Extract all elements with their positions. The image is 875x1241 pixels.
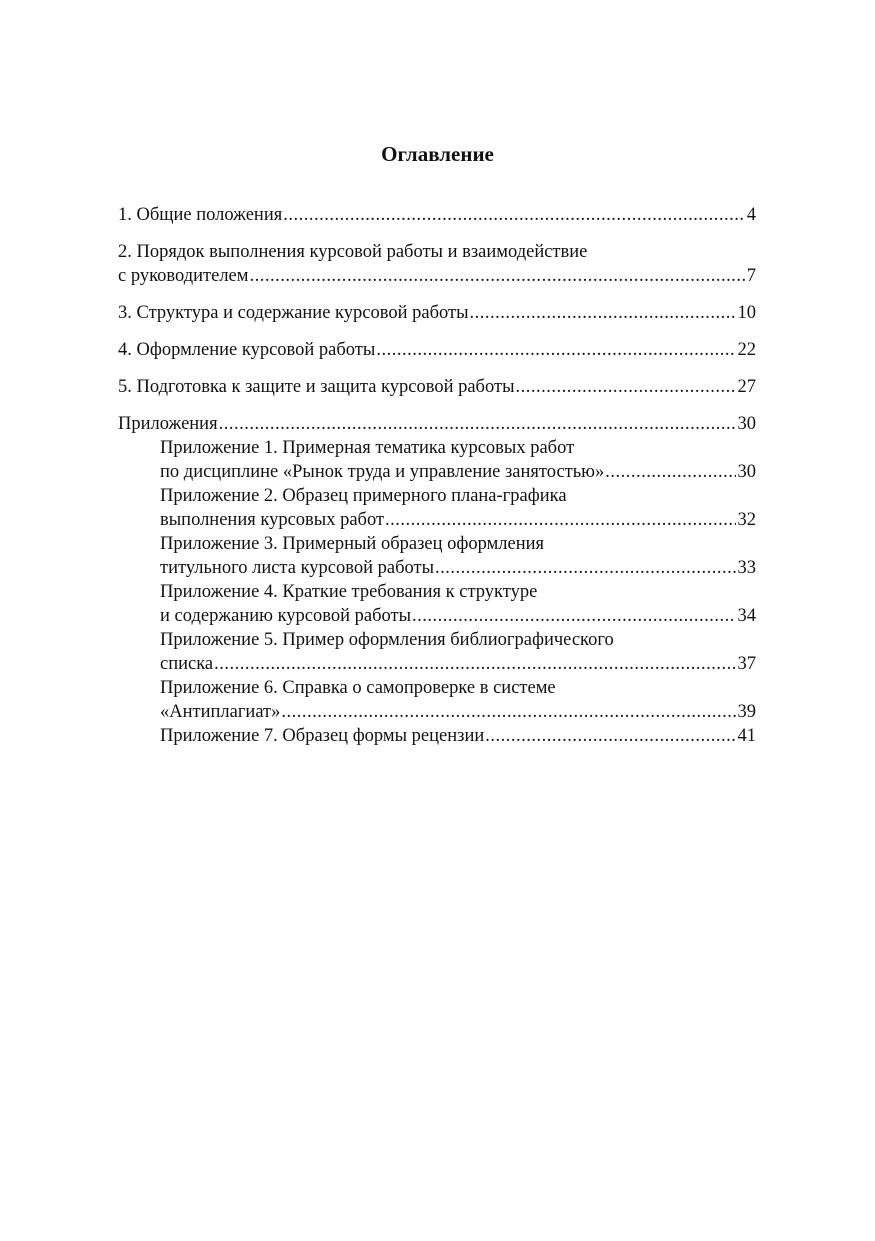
toc-page-number: 37 <box>737 654 756 674</box>
toc-entry-appendix-6[interactable] <box>160 676 756 724</box>
toc-entry-appendix-1[interactable] <box>160 436 756 484</box>
toc-entry-appendix-7[interactable] <box>160 724 756 748</box>
dot-leader <box>249 264 744 288</box>
toc-entry-title: Приложение 4. Краткие требования к структуре <box>160 582 538 602</box>
toc-page-number: 4 <box>746 205 756 225</box>
toc-entry-title: 4. Оформление курсовой работы <box>118 340 376 360</box>
toc-entry-title: 1. Общие положения <box>118 205 283 225</box>
toc-page-number: 22 <box>737 340 756 360</box>
toc-entry-appendix-2[interactable] <box>160 484 756 532</box>
toc-page-number: 10 <box>737 303 756 323</box>
toc-entry-title-continued: списка <box>160 654 214 674</box>
toc-entry-section-4[interactable] <box>118 338 756 362</box>
toc-page-number: 32 <box>737 510 756 530</box>
toc-entry-title: 2. Порядок выполнения курсовой работы и взаимодействие <box>118 242 588 262</box>
dot-leader <box>435 556 735 580</box>
dot-leader <box>485 724 735 748</box>
toc-page-number: 41 <box>737 726 756 746</box>
toc-entry-title: Приложение 2. Образец примерного плана-графика <box>160 486 567 506</box>
dot-leader <box>385 508 735 532</box>
toc-page-number: 30 <box>737 414 756 434</box>
toc-entry-appendix-3[interactable] <box>160 532 756 580</box>
dot-leader <box>283 203 745 227</box>
dot-leader <box>214 652 735 676</box>
toc-entry-title-continued: по дисциплине «Рынок труда и управление занятостью» <box>160 462 605 482</box>
table-of-contents <box>118 203 756 748</box>
toc-entry-title: 5. Подготовка к защите и защита курсовой работы <box>118 377 515 397</box>
dot-leader <box>605 460 735 484</box>
toc-entry-title-continued: с руководителем <box>118 266 249 286</box>
toc-entry-title: Приложение 1. Примерная тематика курсовых работ <box>160 438 575 458</box>
toc-entry-section-1[interactable] <box>118 203 756 227</box>
dot-leader <box>281 700 735 724</box>
toc-page-number: 7 <box>746 266 756 286</box>
toc-entry-section-2[interactable] <box>118 240 756 288</box>
toc-page-number: 34 <box>737 606 756 626</box>
dot-leader <box>376 338 735 362</box>
toc-entry-appendices[interactable] <box>118 412 756 436</box>
dot-leader <box>412 604 735 628</box>
toc-page-number: 30 <box>737 462 756 482</box>
toc-entry-title-continued: «Антиплагиат» <box>160 702 281 722</box>
toc-entry-title-continued: и содержанию курсовой работы <box>160 606 412 626</box>
dot-leader <box>516 375 736 399</box>
dot-leader <box>470 301 736 325</box>
toc-page-number: 39 <box>737 702 756 722</box>
toc-entry-appendix-5[interactable] <box>160 628 756 676</box>
toc-entry-title: Приложение 6. Справка о самопроверке в системе <box>160 678 556 698</box>
page-title: Оглавление <box>381 142 494 166</box>
toc-entry-title: Приложение 7. Образец формы рецензии <box>160 726 485 746</box>
dot-leader <box>219 412 736 436</box>
toc-entry-title: Приложения <box>118 414 218 434</box>
toc-entry-title: Приложение 3. Примерный образец оформления <box>160 534 545 554</box>
toc-entry-appendix-4[interactable] <box>160 580 756 628</box>
toc-entry-title: Приложение 5. Пример оформления библиографического <box>160 630 614 650</box>
toc-page-number: 33 <box>737 558 756 578</box>
toc-entry-title: 3. Структура и содержание курсовой работы <box>118 303 469 323</box>
toc-page-number: 27 <box>737 377 756 397</box>
toc-entry-title-continued: выполнения курсовых работ <box>160 510 385 530</box>
toc-entry-section-5[interactable] <box>118 375 756 399</box>
toc-entry-section-3[interactable] <box>118 301 756 325</box>
toc-entry-title-continued: титульного листа курсовой работы <box>160 558 435 578</box>
